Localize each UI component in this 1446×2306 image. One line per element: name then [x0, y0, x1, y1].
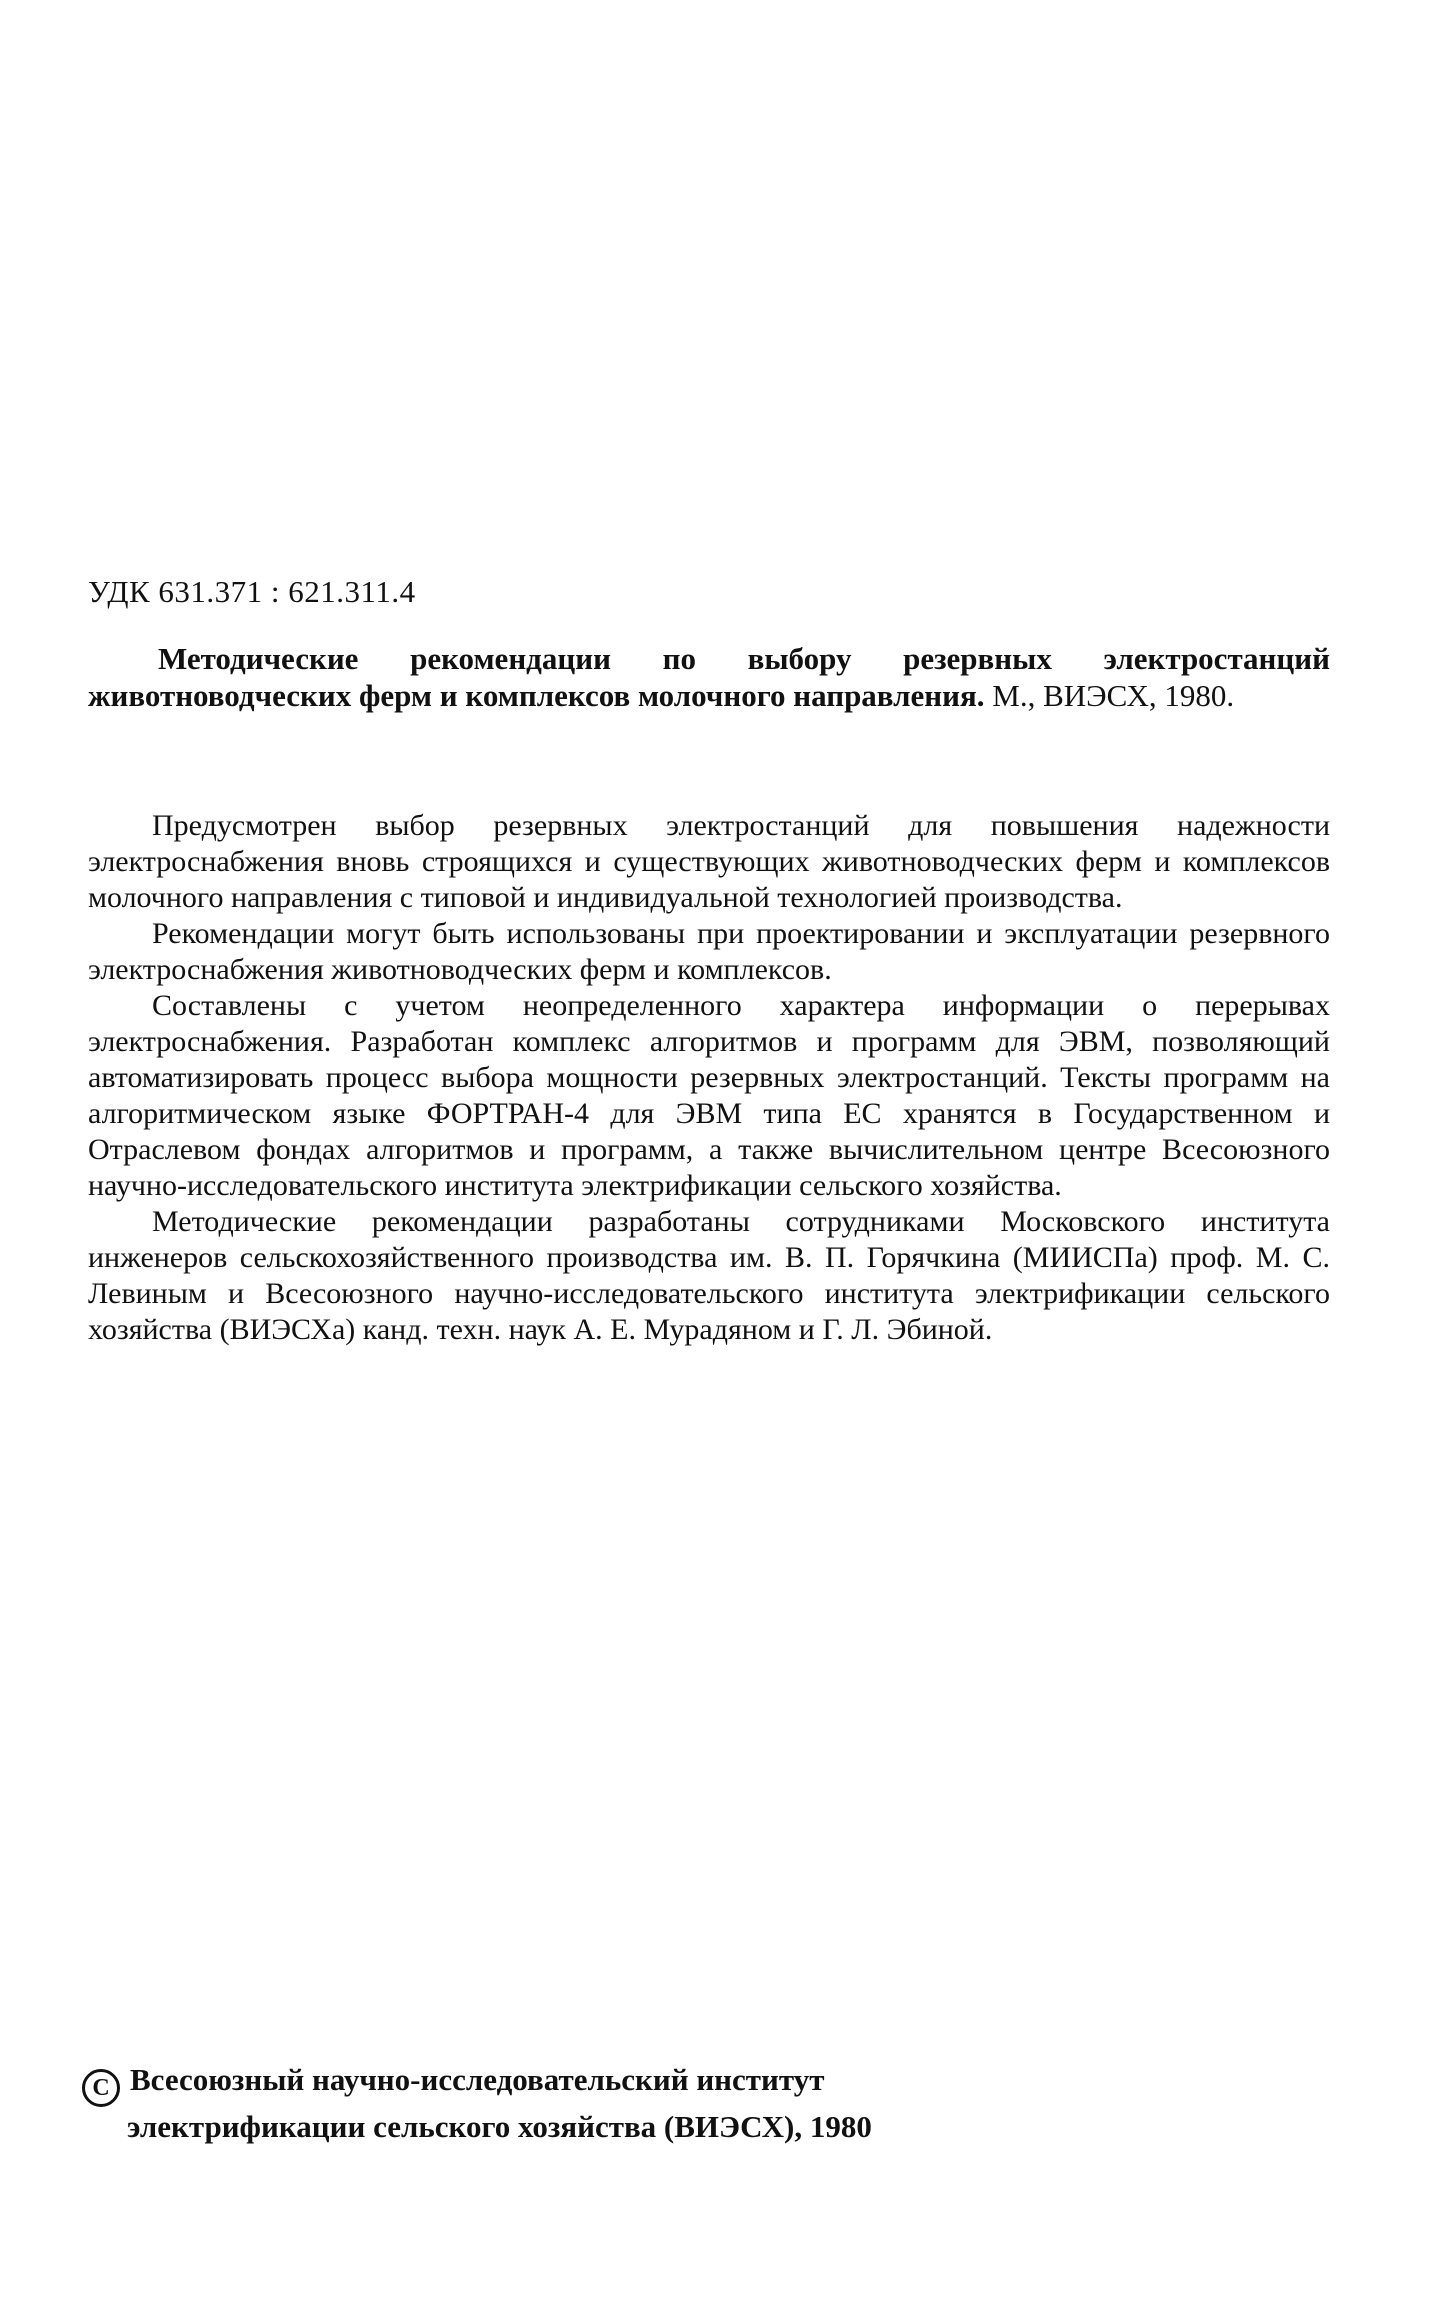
- udk-code: УДК 631.371 : 621.311.4: [88, 574, 416, 609]
- copyright-line-1: Всесоюзный научно-исследовательский институт: [130, 2062, 825, 2097]
- bibliographic-entry: [88, 640, 1330, 714]
- publication-title: Методические рекомендации по выбору резервных электростанций животноводческих ферм и комплексов молочного направления.: [88, 641, 1330, 713]
- abstract-paragraph: Составлены с учетом неопределенного характера информации о перерывах электроснабжения. Разработан комплекс алгоритмов и программ для ЭВМ, позволяющий автоматизировать процесс выбора мощности резервных электростанций. Тексты программ на алгоритмическом языке ФОРТРАН-4 для ЭВМ типа ЕС хранятся в Государственном и Отраслевом фондах алгоритмов и программ, а также вычислительном центре Всесоюзного научно-исследовательского института электрификации сельского хозяйства.: [88, 989, 1330, 1202]
- abstract-paragraph: Рекомендации могут быть использованы при проектировании и эксплуатации резервного электроснабжения животноводческих ферм и комплексов.: [88, 917, 1330, 986]
- copyright-icon: С: [82, 2069, 120, 2107]
- abstract-paragraph: Предусмотрен выбор резервных электростанций для повышения надежности электроснабжения вновь строящихся и существующих животноводческих ферм и комплексов молочного направления с типовой и индивидуальной технологией производства.: [88, 809, 1330, 914]
- copyright-line-2: электрификации сельского хозяйства (ВИЭСХ), 1980: [127, 2109, 872, 2144]
- publication-publisher: М., ВИЭСХ, 1980.: [992, 678, 1235, 713]
- copyright-notice: [82, 2060, 1082, 2147]
- abstract: [88, 808, 1330, 1348]
- abstract-paragraph: Методические рекомендации разработаны сотрудниками Московского института инженеров сельскохозяйственного производства им. В. П. Горячкина (МИИСПа) проф. М. С. Левиным и Всесоюзного научно-исследовательского института электрификации сельского хозяйства (ВИЭСХа) канд. техн. наук А. Е. Мурадяном и Г. Л. Эбиной.: [88, 1205, 1330, 1346]
